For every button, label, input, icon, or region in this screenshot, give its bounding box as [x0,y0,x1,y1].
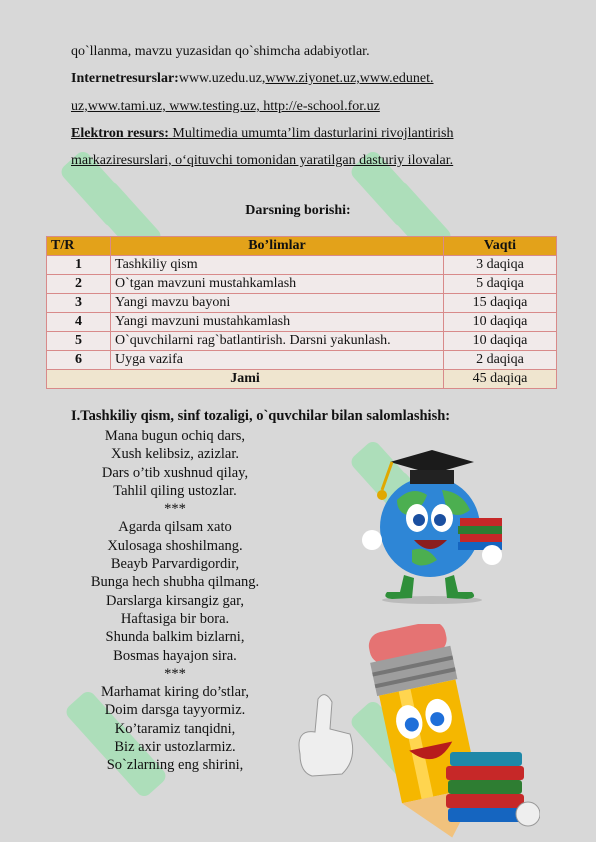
row-number: 5 [47,332,111,351]
row-number: 3 [47,294,111,313]
poem-line: Marhamat kiring do’stlar, [100,684,249,701]
poem-line: Ko’taramiz tanqidni, [114,720,236,737]
row-number: 1 [47,256,111,275]
row-time: 15 daqiqa [444,294,557,313]
total-time: 45 daqiqa [444,370,557,389]
poem-line: Bosmas hayajon sira. [113,647,237,664]
poem-line: Biz axir ustozlarmiz. [114,739,236,756]
internet-link[interactable]: www.ziyonet.uz,www.edunet. [265,71,434,86]
poem-line: Doim darsga tayyormiz. [104,702,246,719]
total-row [47,370,557,389]
row-number: 2 [47,275,111,294]
total-label: Jami [47,370,444,389]
poem-line: Beayb Parvardigordir, [110,556,240,573]
row-time: 5 daqiqa [444,275,557,294]
poem-line: So`zlarning eng shirini, [106,757,244,774]
poem-line: Dars o’tib xushnud qilay, [101,464,249,481]
poem-line: Xush kelibsiz, azizlar. [110,446,240,463]
header-tr: T/R [47,237,111,256]
poem-separator: *** [164,665,186,682]
internet-link[interactable]: www.uzedu.uz, [178,71,266,86]
section-heading: I.Tashkiliy qism, sinf tozaligi, o`quvchilar bilan salomlashish: [71,408,451,424]
poem-line: Agarda qilsam xato [118,519,232,536]
table-title: Darsning borishi: [245,203,351,218]
row-time: 3 daqiqa [444,256,557,275]
table-row [47,313,557,332]
table-row [47,332,557,351]
table-row [47,351,557,370]
row-section: Yangi mavzuni mustahkamlash [111,313,444,332]
internet-links-line[interactable]: uz,www.tami.uz, www.testing.uz, http://e-school.for.uz [71,99,380,114]
poem-line: Mana bugun ochiq dars, [104,428,246,444]
poem-line: Tahlil qiling ustozlar. [113,482,237,499]
poem-separator: *** [164,501,186,518]
row-section: Tashkiliy qism [111,256,444,275]
literature-line: qo`llanma, mavzu yuzasidan qo`shimcha adabiyotlar. [71,44,370,59]
poem-line: Haftasiga bir bora. [120,610,230,627]
row-time: 10 daqiqa [444,313,557,332]
poem-line: Darslarga kirsangiz gar, [105,592,245,609]
row-section: O`quvchilarni rag`batlantirish. Darsni yakunlash. [111,332,444,351]
poem-line: Bunga hech shubha qilmang. [90,574,260,591]
lesson-plan-table [46,236,557,389]
table-header-row [47,237,557,256]
elektron-text: Multimedia umumta’lim dasturlarini rivojlantirish [168,126,454,141]
table-row [47,256,557,275]
globe-mascot-image [352,440,512,605]
header-sections: Bo’limlar [111,237,444,256]
table-row [47,275,557,294]
poem-line: Shunda balkim bizlarni, [105,629,245,646]
electronic-resources-line [71,126,454,142]
poem [65,427,285,775]
poem-line: Xulosaga shoshilmang. [107,537,243,554]
row-section: Uyga vazifa [111,351,444,370]
row-section: O`tgan mavzuni mustahkamlash [111,275,444,294]
pencil-mascot-image [290,624,540,842]
elektron-label: Elektron resurs: [71,126,169,141]
header-time: Vaqti [444,237,557,256]
row-time: 10 daqiqa [444,332,557,351]
internet-label: Internetresurslar: [71,71,179,86]
row-number: 6 [47,351,111,370]
internet-resources-line [71,71,434,87]
table-row [47,294,557,313]
row-section: Yangi mavzu bayoni [111,294,444,313]
electronic-resources-line-2: markaziresurslari, o‘qituvchi tomonidan yaratilgan dasturiy ilovalar. [71,153,454,168]
row-time: 2 daqiqa [444,351,557,370]
row-number: 4 [47,313,111,332]
